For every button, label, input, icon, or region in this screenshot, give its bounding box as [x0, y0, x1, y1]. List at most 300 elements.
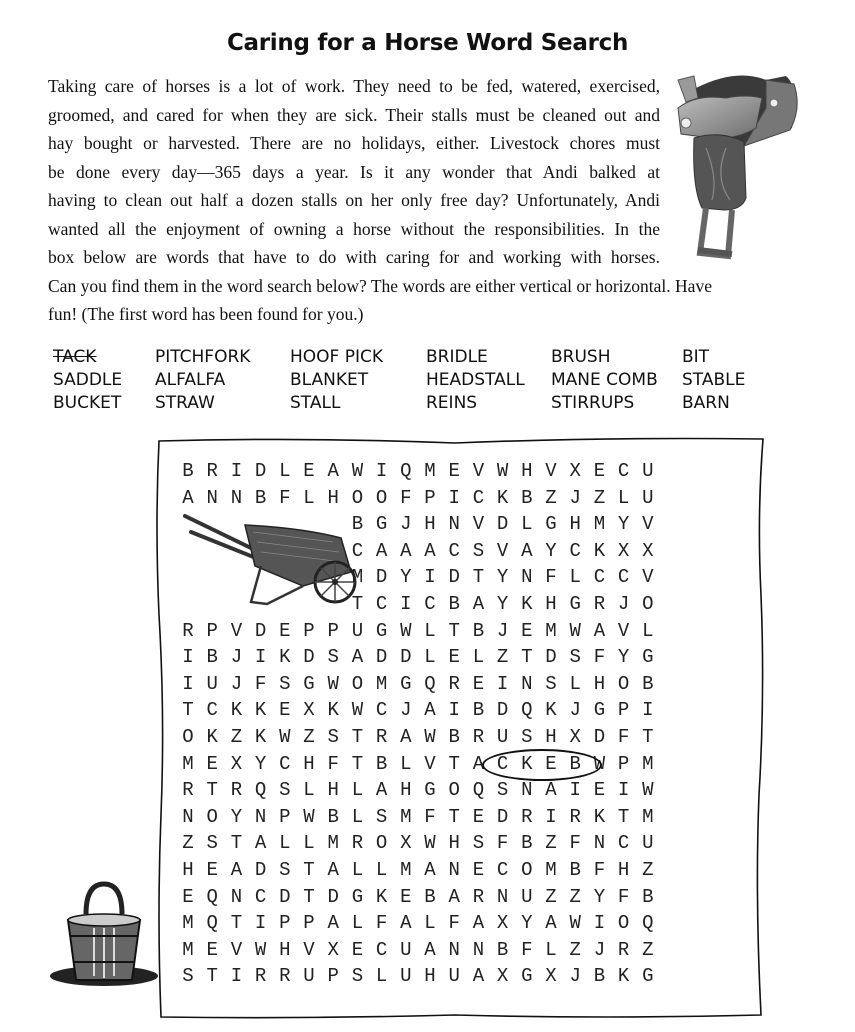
grid-letter[interactable]: D [448, 566, 460, 589]
grid-letter[interactable]: E [472, 859, 485, 881]
grid-letter[interactable]: E [351, 938, 364, 961]
grid-letter[interactable]: I [448, 699, 460, 722]
grid-letter[interactable]: I [400, 593, 412, 615]
grid-letter[interactable]: J [593, 938, 606, 961]
grid-letter[interactable]: D [375, 566, 388, 589]
grid-letter[interactable]: P [279, 912, 291, 935]
grid-letter[interactable]: H [617, 859, 630, 881]
grid-letter[interactable]: N [448, 859, 460, 881]
grid-letter[interactable]: U [206, 672, 218, 695]
grid-letter[interactable]: C [617, 566, 630, 589]
grid-letter[interactable]: A [375, 539, 388, 562]
grid-letter[interactable]: R [593, 593, 606, 615]
grid-letter[interactable]: O [351, 672, 364, 695]
grid-letter[interactable]: A [230, 859, 243, 881]
grid-letter[interactable]: Z [496, 646, 509, 669]
grid-letter[interactable]: M [642, 805, 654, 828]
grid-letter[interactable]: Z [545, 486, 557, 509]
grid-letter[interactable]: K [593, 805, 606, 828]
grid-letter[interactable]: A [472, 965, 485, 988]
grid-letter[interactable]: D [496, 699, 509, 722]
grid-letter[interactable]: B [569, 859, 581, 881]
grid-letter[interactable]: A [545, 779, 557, 802]
grid-letter[interactable]: W [424, 832, 436, 855]
grid-letter[interactable]: L [424, 619, 436, 642]
grid-letter[interactable]: Z [182, 832, 194, 855]
grid-letter[interactable]: G [545, 513, 557, 536]
grid-letter[interactable]: D [400, 646, 412, 669]
grid-letter[interactable]: M [642, 752, 654, 775]
grid-letter[interactable]: Z [569, 885, 581, 908]
grid-letter[interactable]: C [617, 460, 630, 482]
grid-letter[interactable]: G [642, 646, 654, 669]
grid-letter[interactable]: F [593, 646, 606, 669]
grid-letter[interactable]: S [351, 965, 364, 988]
grid-letter[interactable]: E [206, 859, 218, 881]
grid-letter[interactable]: H [303, 752, 315, 775]
grid-letter[interactable]: E [206, 938, 218, 961]
grid-letter[interactable]: G [375, 619, 388, 642]
grid-letter[interactable]: J [230, 672, 243, 695]
grid-letter[interactable]: O [206, 805, 218, 828]
grid-letter[interactable]: J [400, 699, 412, 722]
grid-letter[interactable]: A [400, 539, 412, 562]
grid-letter[interactable]: K [521, 752, 533, 775]
grid-letter[interactable]: M [351, 566, 364, 589]
grid-letter[interactable]: U [496, 726, 509, 748]
grid-letter[interactable]: C [617, 832, 630, 855]
grid-letter[interactable]: S [472, 539, 485, 562]
grid-letter[interactable]: A [424, 859, 436, 881]
grid-letter[interactable]: C [593, 566, 606, 589]
grid-letter[interactable]: W [279, 726, 291, 748]
grid-letter[interactable]: A [400, 912, 412, 935]
grid-letter[interactable]: V [303, 938, 315, 961]
grid-letter[interactable]: X [400, 832, 412, 855]
grid-letter[interactable]: P [617, 752, 630, 775]
grid-letter[interactable]: U [642, 486, 654, 509]
grid-letter[interactable]: N [521, 566, 533, 589]
grid-letter[interactable]: M [327, 832, 339, 855]
grid-letter[interactable]: H [545, 726, 557, 748]
grid-letter[interactable]: I [182, 646, 194, 669]
grid-letter[interactable]: A [545, 912, 557, 935]
grid-letter[interactable]: Y [496, 593, 509, 615]
grid-letter[interactable]: I [496, 672, 509, 695]
grid-letter[interactable]: I [230, 460, 243, 482]
grid-letter[interactable]: P [617, 699, 630, 722]
grid-letter[interactable]: W [593, 752, 606, 775]
grid-letter[interactable]: O [182, 726, 194, 748]
grid-letter[interactable]: X [569, 726, 581, 748]
grid-letter[interactable]: Q [206, 885, 218, 908]
grid-letter[interactable]: H [521, 460, 533, 482]
grid-letter[interactable]: R [206, 460, 218, 482]
grid-letter[interactable]: T [448, 752, 460, 775]
grid-letter[interactable]: H [327, 486, 339, 509]
grid-letter[interactable]: Y [496, 566, 509, 589]
grid-letter[interactable]: T [230, 832, 243, 855]
grid-letter[interactable]: L [303, 486, 315, 509]
grid-letter[interactable]: L [375, 965, 388, 988]
grid-letter[interactable]: H [593, 672, 606, 695]
grid-letter[interactable]: O [642, 593, 654, 615]
grid-letter[interactable]: P [303, 912, 315, 935]
grid-letter[interactable]: L [472, 646, 485, 669]
grid-letter[interactable]: V [617, 619, 630, 642]
grid-letter[interactable]: G [424, 779, 436, 802]
grid-letter[interactable]: I [593, 912, 606, 935]
grid-letter[interactable]: H [545, 593, 557, 615]
grid-letter[interactable]: I [424, 566, 436, 589]
grid-letter[interactable]: R [230, 779, 243, 802]
grid-letter[interactable]: R [279, 965, 291, 988]
grid-letter[interactable]: M [424, 460, 436, 482]
grid-letter[interactable]: G [303, 672, 315, 695]
grid-letter[interactable]: G [400, 672, 412, 695]
grid-letter[interactable]: A [424, 699, 436, 722]
grid-letter[interactable]: F [375, 912, 388, 935]
grid-letter[interactable]: H [182, 859, 194, 881]
grid-letter[interactable]: Q [206, 912, 218, 935]
grid-letter[interactable]: I [182, 672, 194, 695]
grid-letter[interactable]: R [472, 726, 485, 748]
grid-letter[interactable]: A [254, 832, 267, 855]
grid-letter[interactable]: A [593, 619, 606, 642]
grid-letter[interactable]: Z [593, 486, 606, 509]
grid-letter[interactable]: L [351, 912, 364, 935]
grid-letter[interactable]: N [472, 938, 485, 961]
grid-letter[interactable]: T [206, 779, 218, 802]
grid-letter[interactable]: Y [593, 885, 606, 908]
grid-letter[interactable]: W [642, 779, 654, 802]
grid-letter[interactable]: L [424, 646, 436, 669]
grid-letter[interactable]: B [521, 832, 533, 855]
grid-letter[interactable]: C [375, 593, 388, 615]
grid-letter[interactable]: P [424, 486, 436, 509]
grid-letter[interactable]: Z [569, 938, 581, 961]
grid-letter[interactable]: I [230, 965, 243, 988]
grid-letter[interactable]: L [400, 752, 412, 775]
grid-letter[interactable]: B [521, 486, 533, 509]
grid-letter[interactable]: N [182, 805, 194, 828]
grid-letter[interactable]: W [254, 938, 267, 961]
grid-letter[interactable]: A [351, 646, 364, 669]
grid-letter[interactable]: O [617, 912, 630, 935]
grid-letter[interactable]: K [254, 726, 267, 748]
grid-letter[interactable]: G [642, 965, 654, 988]
grid-letter[interactable]: C [375, 938, 388, 961]
grid-letter[interactable]: S [279, 672, 291, 695]
grid-letter[interactable]: F [254, 672, 267, 695]
grid-letter[interactable]: O [448, 779, 460, 802]
grid-letter[interactable]: L [569, 672, 581, 695]
grid-letter[interactable]: W [351, 699, 364, 722]
grid-letter[interactable]: U [521, 885, 533, 908]
grid-letter[interactable]: E [206, 752, 218, 775]
grid-letter[interactable]: J [569, 965, 581, 988]
grid-letter[interactable]: W [496, 460, 509, 482]
grid-letter[interactable]: C [424, 593, 436, 615]
grid-letter[interactable]: S [279, 859, 291, 881]
grid-letter[interactable]: D [254, 619, 267, 642]
grid-letter[interactable]: O [375, 486, 388, 509]
grid-letter[interactable]: P [206, 619, 218, 642]
grid-letter[interactable]: L [569, 566, 581, 589]
grid-letter[interactable]: S [327, 726, 339, 748]
grid-letter[interactable]: E [448, 460, 460, 482]
grid-letter[interactable]: O [617, 672, 630, 695]
grid-letter[interactable]: F [400, 486, 412, 509]
grid-letter[interactable]: X [545, 965, 557, 988]
grid-letter[interactable]: C [375, 699, 388, 722]
grid-letter[interactable]: Z [642, 859, 654, 881]
grid-letter[interactable]: D [254, 460, 267, 482]
grid-letter[interactable]: R [182, 779, 194, 802]
grid-letter[interactable]: Q [424, 672, 436, 695]
grid-letter[interactable]: M [182, 912, 194, 935]
grid-letter[interactable]: N [593, 832, 606, 855]
grid-letter[interactable]: P [327, 619, 339, 642]
grid-letter[interactable]: R [569, 805, 581, 828]
grid-letter[interactable]: Q [472, 779, 485, 802]
grid-letter[interactable]: C [206, 699, 218, 722]
grid-letter[interactable]: I [642, 699, 654, 722]
grid-letter[interactable]: I [569, 779, 581, 802]
grid-letter[interactable]: U [400, 965, 412, 988]
grid-letter[interactable]: E [182, 885, 194, 908]
grid-letter[interactable]: T [642, 726, 654, 748]
grid-letter[interactable]: M [182, 752, 194, 775]
grid-letter[interactable]: T [472, 566, 485, 589]
grid-letter[interactable]: S [206, 832, 218, 855]
grid-letter[interactable]: C [496, 752, 509, 775]
grid-letter[interactable]: S [569, 646, 581, 669]
grid-letter[interactable]: A [521, 539, 533, 562]
grid-letter[interactable]: H [327, 779, 339, 802]
grid-letter[interactable]: U [642, 460, 654, 482]
grid-letter[interactable]: N [230, 486, 243, 509]
grid-letter[interactable]: J [230, 646, 243, 669]
grid-letter[interactable]: K [375, 885, 388, 908]
grid-letter[interactable]: I [375, 460, 388, 482]
grid-letter[interactable]: C [351, 539, 364, 562]
grid-letter[interactable]: V [496, 539, 509, 562]
grid-letter[interactable]: F [617, 885, 630, 908]
grid-letter[interactable]: P [303, 619, 315, 642]
grid-letter[interactable]: K [279, 646, 291, 669]
grid-letter[interactable]: A [424, 539, 436, 562]
grid-letter[interactable]: Y [230, 805, 243, 828]
grid-letter[interactable]: D [279, 885, 291, 908]
grid-letter[interactable]: F [448, 912, 460, 935]
grid-letter[interactable]: B [351, 513, 364, 536]
grid-letter[interactable]: H [569, 513, 581, 536]
grid-letter[interactable]: W [400, 619, 412, 642]
grid-letter[interactable]: T [230, 912, 243, 935]
grid-letter[interactable]: F [327, 752, 339, 775]
grid-letter[interactable]: M [182, 938, 194, 961]
grid-letter[interactable]: W [424, 726, 436, 748]
grid-letter[interactable]: Z [545, 832, 557, 855]
grid-letter[interactable]: E [400, 885, 412, 908]
grid-letter[interactable]: D [303, 646, 315, 669]
grid-letter[interactable]: O [521, 859, 533, 881]
grid-letter[interactable]: C [279, 752, 291, 775]
grid-letter[interactable]: K [254, 699, 267, 722]
grid-letter[interactable]: Q [521, 699, 533, 722]
grid-letter[interactable]: R [448, 672, 460, 695]
grid-letter[interactable]: N [448, 513, 460, 536]
grid-letter[interactable]: Y [521, 912, 533, 935]
grid-letter[interactable]: U [351, 619, 364, 642]
grid-letter[interactable]: L [375, 859, 388, 881]
grid-letter[interactable]: Q [400, 460, 412, 482]
grid-letter[interactable]: I [254, 646, 267, 669]
grid-letter[interactable]: A [182, 486, 194, 509]
grid-letter[interactable]: G [569, 593, 581, 615]
grid-letter[interactable]: W [569, 912, 581, 935]
grid-letter[interactable]: Y [617, 513, 630, 536]
grid-letter[interactable]: A [327, 460, 339, 482]
grid-letter[interactable]: D [545, 646, 557, 669]
grid-letter[interactable]: X [642, 539, 654, 562]
grid-letter[interactable]: D [375, 646, 388, 669]
grid-letter[interactable]: F [617, 726, 630, 748]
grid-letter[interactable]: C [496, 859, 509, 881]
grid-letter[interactable]: A [472, 912, 485, 935]
grid-letter[interactable]: G [593, 699, 606, 722]
grid-letter[interactable]: F [279, 486, 291, 509]
grid-letter[interactable]: B [496, 938, 509, 961]
grid-letter[interactable]: T [521, 646, 533, 669]
grid-letter[interactable]: A [327, 912, 339, 935]
grid-letter[interactable]: T [448, 805, 460, 828]
grid-letter[interactable]: R [254, 965, 267, 988]
grid-letter[interactable]: E [448, 646, 460, 669]
grid-letter[interactable]: X [569, 460, 581, 482]
grid-letter[interactable]: S [182, 965, 194, 988]
grid-letter[interactable]: T [351, 593, 364, 615]
grid-letter[interactable]: M [400, 805, 412, 828]
grid-letter[interactable]: V [424, 752, 436, 775]
grid-letter[interactable]: T [448, 619, 460, 642]
grid-letter[interactable]: G [351, 885, 364, 908]
grid-letter[interactable]: G [521, 965, 533, 988]
grid-letter[interactable]: L [521, 513, 533, 536]
grid-letter[interactable]: R [472, 885, 485, 908]
grid-letter[interactable]: Z [642, 938, 654, 961]
grid-letter[interactable]: F [496, 832, 509, 855]
grid-letter[interactable]: B [254, 486, 267, 509]
grid-letter[interactable]: R [375, 726, 388, 748]
grid-letter[interactable]: N [206, 486, 218, 509]
grid-letter[interactable]: X [496, 912, 509, 935]
grid-letter[interactable]: B [424, 885, 436, 908]
grid-letter[interactable]: V [230, 619, 243, 642]
grid-letter[interactable]: S [279, 779, 291, 802]
grid-letter[interactable]: E [472, 672, 485, 695]
grid-letter[interactable]: U [303, 965, 315, 988]
grid-letter[interactable]: M [375, 672, 388, 695]
grid-letter[interactable]: I [254, 912, 267, 935]
grid-letter[interactable]: Y [545, 539, 557, 562]
grid-letter[interactable]: A [448, 885, 460, 908]
grid-letter[interactable]: B [472, 619, 485, 642]
grid-letter[interactable]: B [448, 593, 460, 615]
grid-letter[interactable]: L [303, 779, 315, 802]
grid-letter[interactable]: E [545, 752, 557, 775]
grid-letter[interactable]: L [424, 912, 436, 935]
grid-letter[interactable]: N [448, 938, 460, 961]
grid-letter[interactable]: X [303, 699, 315, 722]
grid-letter[interactable]: S [496, 779, 509, 802]
grid-letter[interactable]: V [472, 513, 485, 536]
grid-letter[interactable]: L [617, 486, 630, 509]
grid-letter[interactable]: H [279, 938, 291, 961]
grid-letter[interactable]: A [472, 593, 485, 615]
grid-letter[interactable]: J [617, 593, 630, 615]
grid-letter[interactable]: K [206, 726, 218, 748]
grid-letter[interactable]: Y [617, 646, 630, 669]
grid-letter[interactable]: E [279, 619, 291, 642]
grid-letter[interactable]: B [448, 726, 460, 748]
grid-letter[interactable]: J [496, 619, 509, 642]
grid-letter[interactable]: E [303, 460, 315, 482]
grid-letter[interactable]: R [521, 805, 533, 828]
grid-letter[interactable]: F [424, 805, 436, 828]
grid-letter[interactable]: B [182, 460, 194, 482]
grid-letter[interactable]: K [230, 699, 243, 722]
grid-letter[interactable]: K [327, 699, 339, 722]
grid-letter[interactable]: E [593, 460, 606, 482]
grid-letter[interactable]: K [521, 593, 533, 615]
grid-letter[interactable]: S [327, 646, 339, 669]
grid-letter[interactable]: U [400, 938, 412, 961]
grid-letter[interactable]: D [327, 885, 339, 908]
grid-letter[interactable]: P [327, 965, 339, 988]
grid-letter[interactable]: N [496, 885, 509, 908]
grid-letter[interactable]: H [424, 965, 436, 988]
grid-letter[interactable]: Z [303, 726, 315, 748]
grid-letter[interactable]: X [327, 938, 339, 961]
grid-letter[interactable]: T [351, 726, 364, 748]
grid-letter[interactable]: D [593, 726, 606, 748]
grid-letter[interactable]: B [375, 752, 388, 775]
grid-letter[interactable]: T [182, 699, 194, 722]
grid-letter[interactable]: X [230, 752, 243, 775]
grid-letter[interactable]: F [593, 859, 606, 881]
grid-letter[interactable]: B [642, 672, 654, 695]
grid-letter[interactable]: L [642, 619, 654, 642]
grid-letter[interactable]: V [642, 566, 654, 589]
grid-letter[interactable]: E [472, 805, 485, 828]
grid-letter[interactable]: Y [400, 566, 412, 589]
grid-letter[interactable]: V [545, 460, 557, 482]
grid-letter[interactable]: F [569, 832, 581, 855]
grid-letter[interactable]: M [545, 619, 557, 642]
grid-letter[interactable]: M [400, 859, 412, 881]
grid-letter[interactable]: J [400, 513, 412, 536]
grid-letter[interactable]: E [521, 619, 533, 642]
grid-letter[interactable]: A [327, 859, 339, 881]
grid-letter[interactable]: J [569, 699, 581, 722]
grid-letter[interactable]: T [303, 859, 315, 881]
grid-letter[interactable]: Z [545, 885, 557, 908]
grid-letter[interactable]: C [472, 486, 485, 509]
grid-letter[interactable]: I [448, 486, 460, 509]
grid-letter[interactable]: M [545, 859, 557, 881]
